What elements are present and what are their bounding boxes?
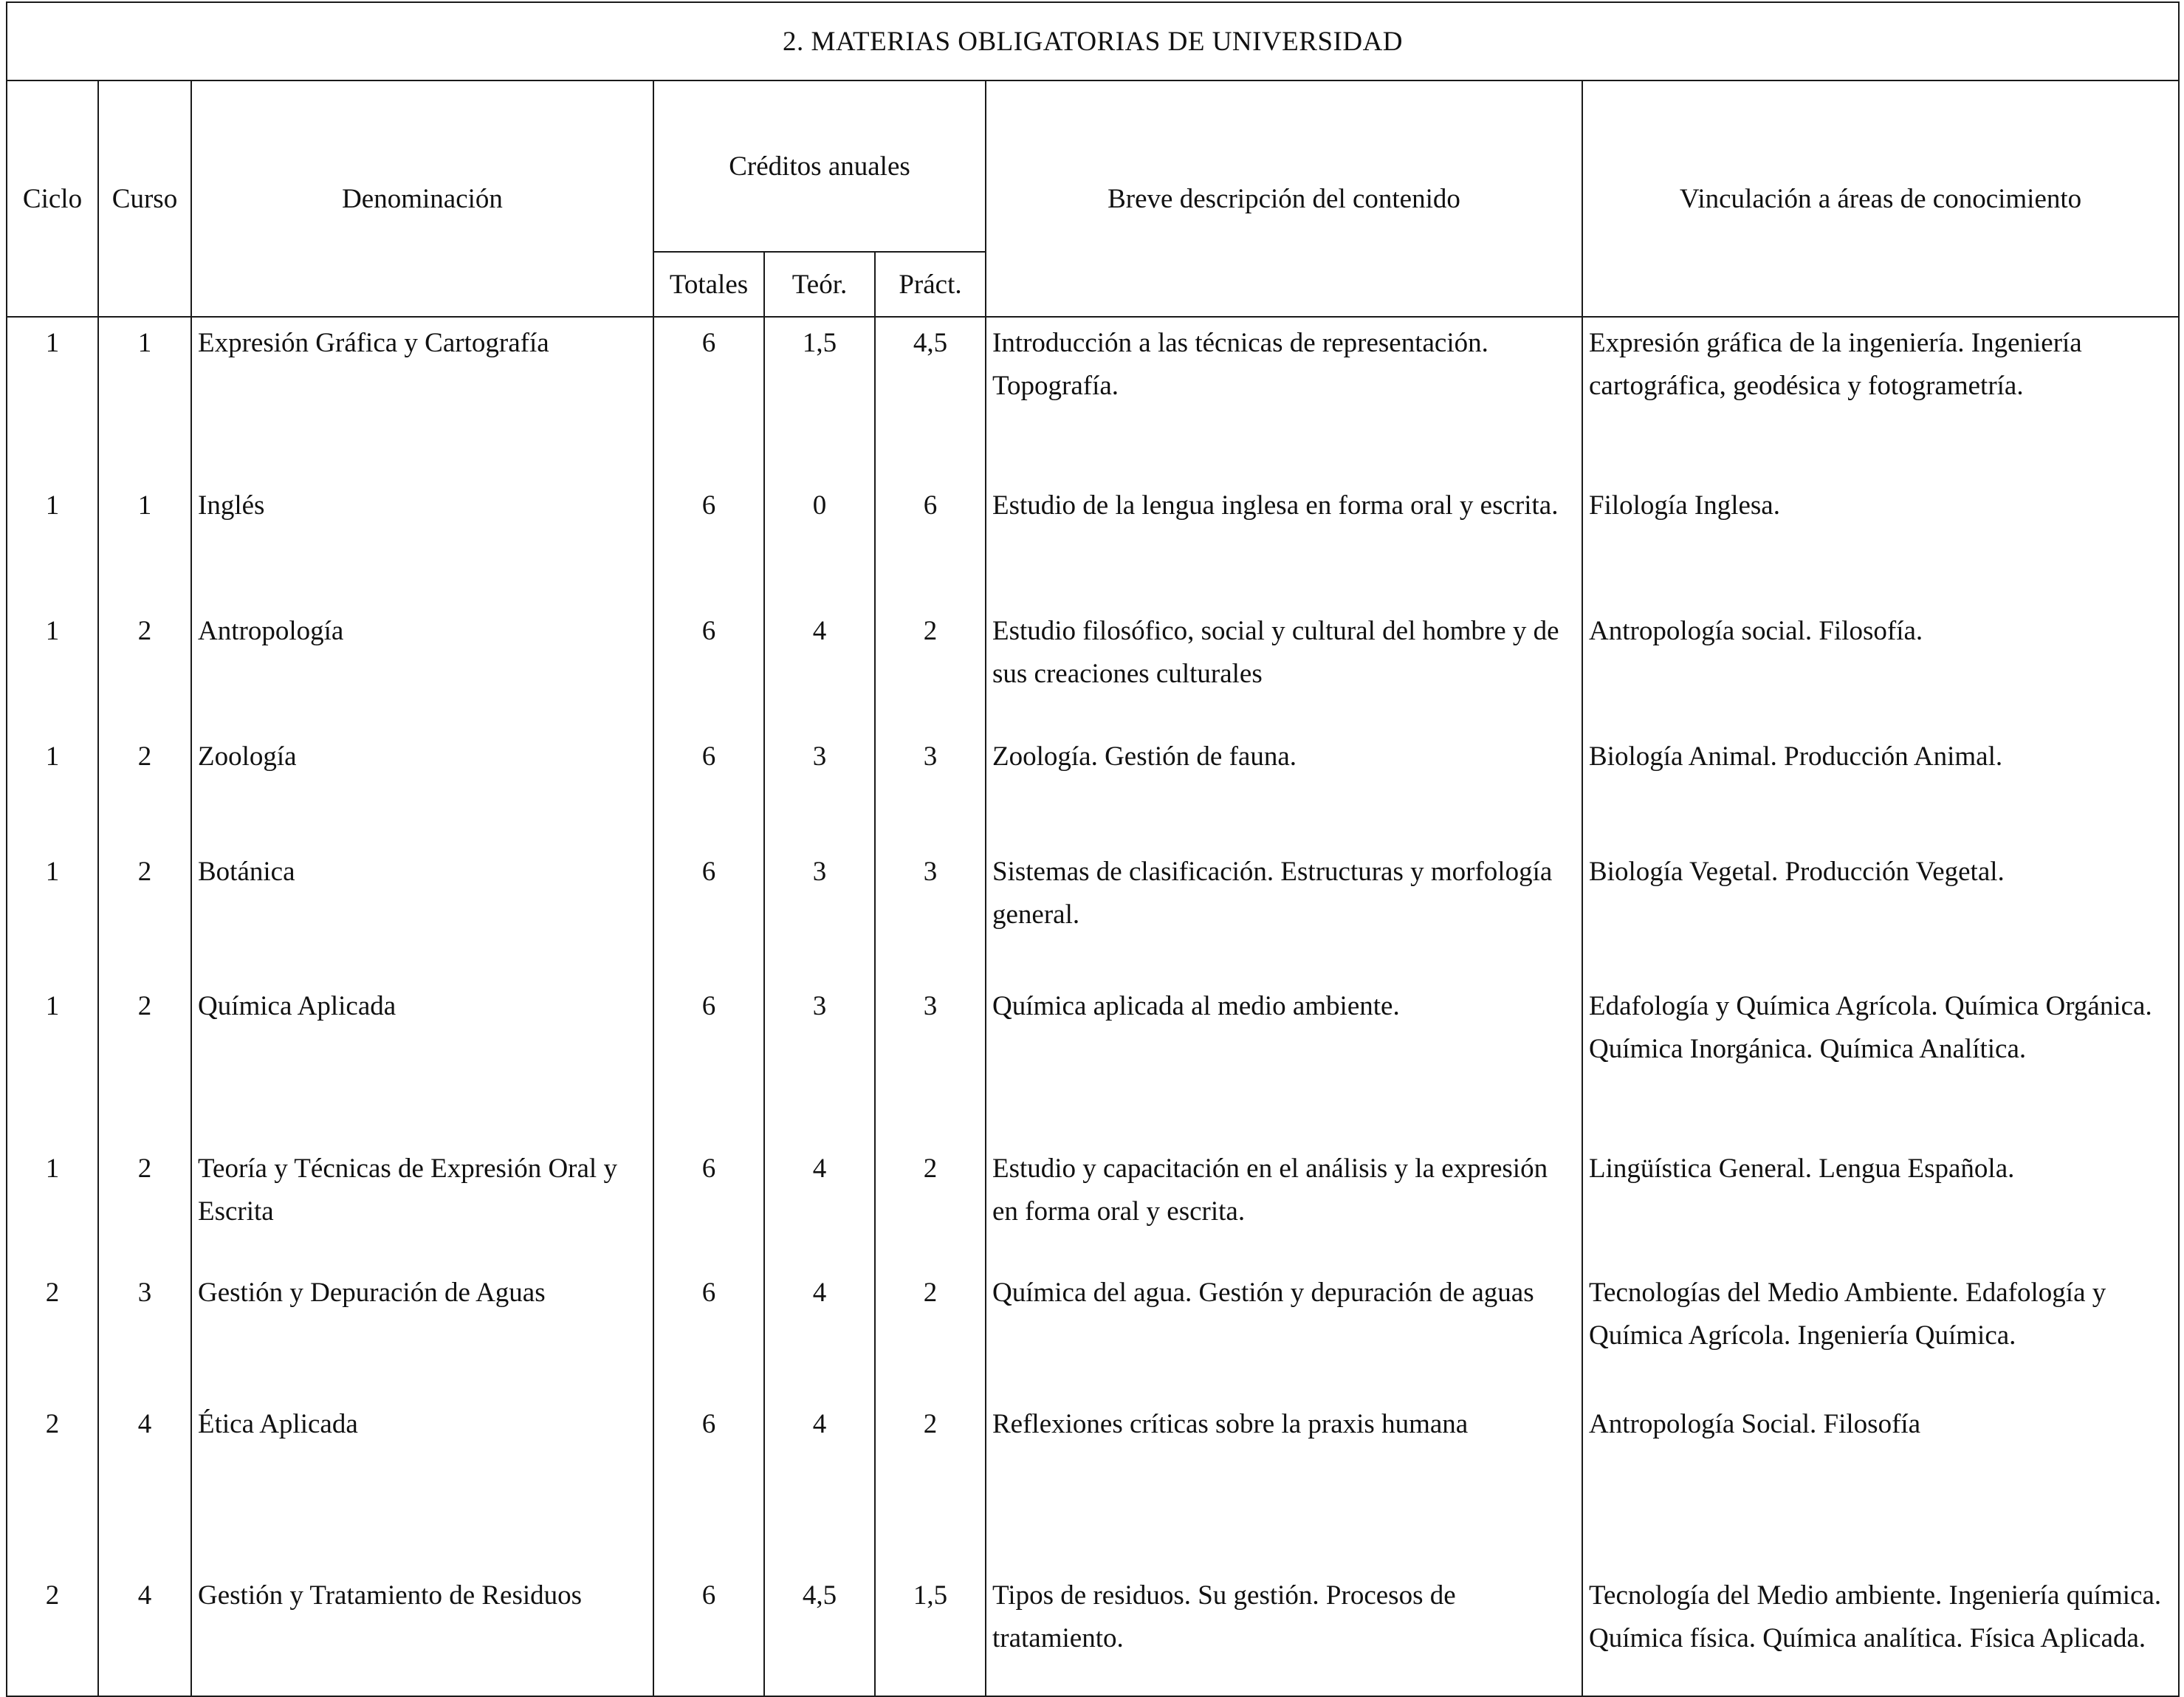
cell-teor: 4,5 (764, 1570, 875, 1696)
header-teor: Teór. (764, 252, 875, 317)
table-row (7, 480, 2179, 606)
cell-curso: 4 (98, 1570, 191, 1696)
cell-descripcion: Introducción a las técnicas de representación. Topografía. (986, 317, 1582, 480)
cell-denominacion: Expresión Gráfica y Cartografía (191, 317, 653, 480)
cell-totales: 6 (653, 846, 764, 981)
cell-totales: 6 (653, 317, 764, 480)
table-row (7, 731, 2179, 846)
cell-pract: 2 (875, 1143, 986, 1267)
cell-ciclo: 2 (7, 1399, 98, 1570)
cell-pract: 2 (875, 1399, 986, 1570)
cell-totales: 6 (653, 1267, 764, 1399)
cell-pract: 2 (875, 606, 986, 731)
table-row (7, 1399, 2179, 1570)
cell-pract: 4,5 (875, 317, 986, 480)
cell-ciclo: 2 (7, 1267, 98, 1399)
cell-teor: 4 (764, 1267, 875, 1399)
cell-curso: 2 (98, 846, 191, 981)
cell-ciclo: 1 (7, 981, 98, 1143)
header-totales: Totales (653, 252, 764, 317)
cell-denominacion: Química Aplicada (191, 981, 653, 1143)
cell-teor: 3 (764, 846, 875, 981)
cell-vinculacion: Expresión gráfica de la ingeniería. Ingeniería cartográfica, geodésica y fotogrametría. (1582, 317, 2179, 480)
cell-vinculacion: Lingüística General. Lengua Española. (1582, 1143, 2179, 1267)
cell-totales: 6 (653, 1143, 764, 1267)
cell-totales: 6 (653, 606, 764, 731)
cell-teor: 0 (764, 480, 875, 606)
header-descripcion: Breve descripción del contenido (986, 80, 1582, 317)
cell-ciclo: 1 (7, 480, 98, 606)
cell-teor: 4 (764, 606, 875, 731)
table-row (7, 846, 2179, 981)
cell-descripcion: Tipos de residuos. Su gestión. Procesos de tratamiento. (986, 1570, 1582, 1696)
cell-ciclo: 1 (7, 731, 98, 846)
table-row (7, 317, 2179, 480)
cell-curso: 3 (98, 1267, 191, 1399)
table-row (7, 1267, 2179, 1399)
cell-vinculacion: Tecnologías del Medio Ambiente. Edafología y Química Agrícola. Ingeniería Química. (1582, 1267, 2179, 1399)
cell-pract: 3 (875, 731, 986, 846)
cell-ciclo: 1 (7, 1143, 98, 1267)
cell-vinculacion: Filología Inglesa. (1582, 480, 2179, 606)
cell-curso: 1 (98, 317, 191, 480)
cell-totales: 6 (653, 480, 764, 606)
cell-curso: 2 (98, 981, 191, 1143)
cell-curso: 2 (98, 1143, 191, 1267)
cell-ciclo: 2 (7, 1570, 98, 1696)
cell-teor: 4 (764, 1399, 875, 1570)
cell-pract: 2 (875, 1267, 986, 1399)
cell-vinculacion: Antropología social. Filosofía. (1582, 606, 2179, 731)
cell-teor: 3 (764, 981, 875, 1143)
cell-vinculacion: Edafología y Química Agrícola. Química Orgánica. Química Inorgánica. Química Analítica. (1582, 981, 2179, 1143)
cell-denominacion: Gestión y Tratamiento de Residuos (191, 1570, 653, 1696)
cell-descripcion: Estudio de la lengua inglesa en forma oral y escrita. (986, 480, 1582, 606)
cell-descripcion: Química aplicada al medio ambiente. (986, 981, 1582, 1143)
subjects-table (6, 1, 2180, 1697)
cell-ciclo: 1 (7, 317, 98, 480)
cell-vinculacion: Tecnología del Medio ambiente. Ingeniería química. Química física. Química analítica. Física Aplicada. (1582, 1570, 2179, 1696)
header-curso: Curso (98, 80, 191, 317)
cell-totales: 6 (653, 981, 764, 1143)
cell-descripcion: Química del agua. Gestión y depuración de aguas (986, 1267, 1582, 1399)
cell-ciclo: 1 (7, 606, 98, 731)
cell-vinculacion: Biología Animal. Producción Animal. (1582, 731, 2179, 846)
cell-curso: 4 (98, 1399, 191, 1570)
cell-vinculacion: Biología Vegetal. Producción Vegetal. (1582, 846, 2179, 981)
cell-descripcion: Estudio y capacitación en el análisis y la expresión en forma oral y escrita. (986, 1143, 1582, 1267)
cell-descripcion: Zoología. Gestión de fauna. (986, 731, 1582, 846)
cell-descripcion: Sistemas de clasificación. Estructuras y morfología general. (986, 846, 1582, 981)
header-ciclo: Ciclo (7, 80, 98, 317)
cell-ciclo: 1 (7, 846, 98, 981)
cell-denominacion: Antropología (191, 606, 653, 731)
cell-curso: 1 (98, 480, 191, 606)
cell-denominacion: Inglés (191, 480, 653, 606)
cell-descripcion: Estudio filosófico, social y cultural del hombre y de sus creaciones culturales (986, 606, 1582, 731)
cell-pract: 3 (875, 846, 986, 981)
cell-denominacion: Ética Aplicada (191, 1399, 653, 1570)
cell-totales: 6 (653, 1570, 764, 1696)
cell-pract: 6 (875, 480, 986, 606)
table-title: 2. MATERIAS OBLIGATORIAS DE UNIVERSIDAD (7, 2, 2179, 80)
cell-vinculacion: Antropología Social. Filosofía (1582, 1399, 2179, 1570)
header-vinculacion: Vinculación a áreas de conocimiento (1582, 80, 2179, 317)
cell-pract: 3 (875, 981, 986, 1143)
cell-denominacion: Gestión y Depuración de Aguas (191, 1267, 653, 1399)
header-pract: Práct. (875, 252, 986, 317)
table-row (7, 981, 2179, 1143)
header-denominacion: Denominación (191, 80, 653, 317)
cell-denominacion: Zoología (191, 731, 653, 846)
cell-denominacion: Teoría y Técnicas de Expresión Oral y Escrita (191, 1143, 653, 1267)
document-sheet (6, 1, 2178, 1660)
table-row (7, 1143, 2179, 1267)
cell-curso: 2 (98, 606, 191, 731)
cell-totales: 6 (653, 1399, 764, 1570)
cell-totales: 6 (653, 731, 764, 846)
cell-teor: 4 (764, 1143, 875, 1267)
table-row (7, 606, 2179, 731)
cell-pract: 1,5 (875, 1570, 986, 1696)
cell-descripcion: Reflexiones críticas sobre la praxis humana (986, 1399, 1582, 1570)
cell-teor: 3 (764, 731, 875, 846)
cell-teor: 1,5 (764, 317, 875, 480)
cell-curso: 2 (98, 731, 191, 846)
table-row (7, 1570, 2179, 1696)
header-creditos-anuales: Créditos anuales (653, 80, 986, 252)
cell-denominacion: Botánica (191, 846, 653, 981)
